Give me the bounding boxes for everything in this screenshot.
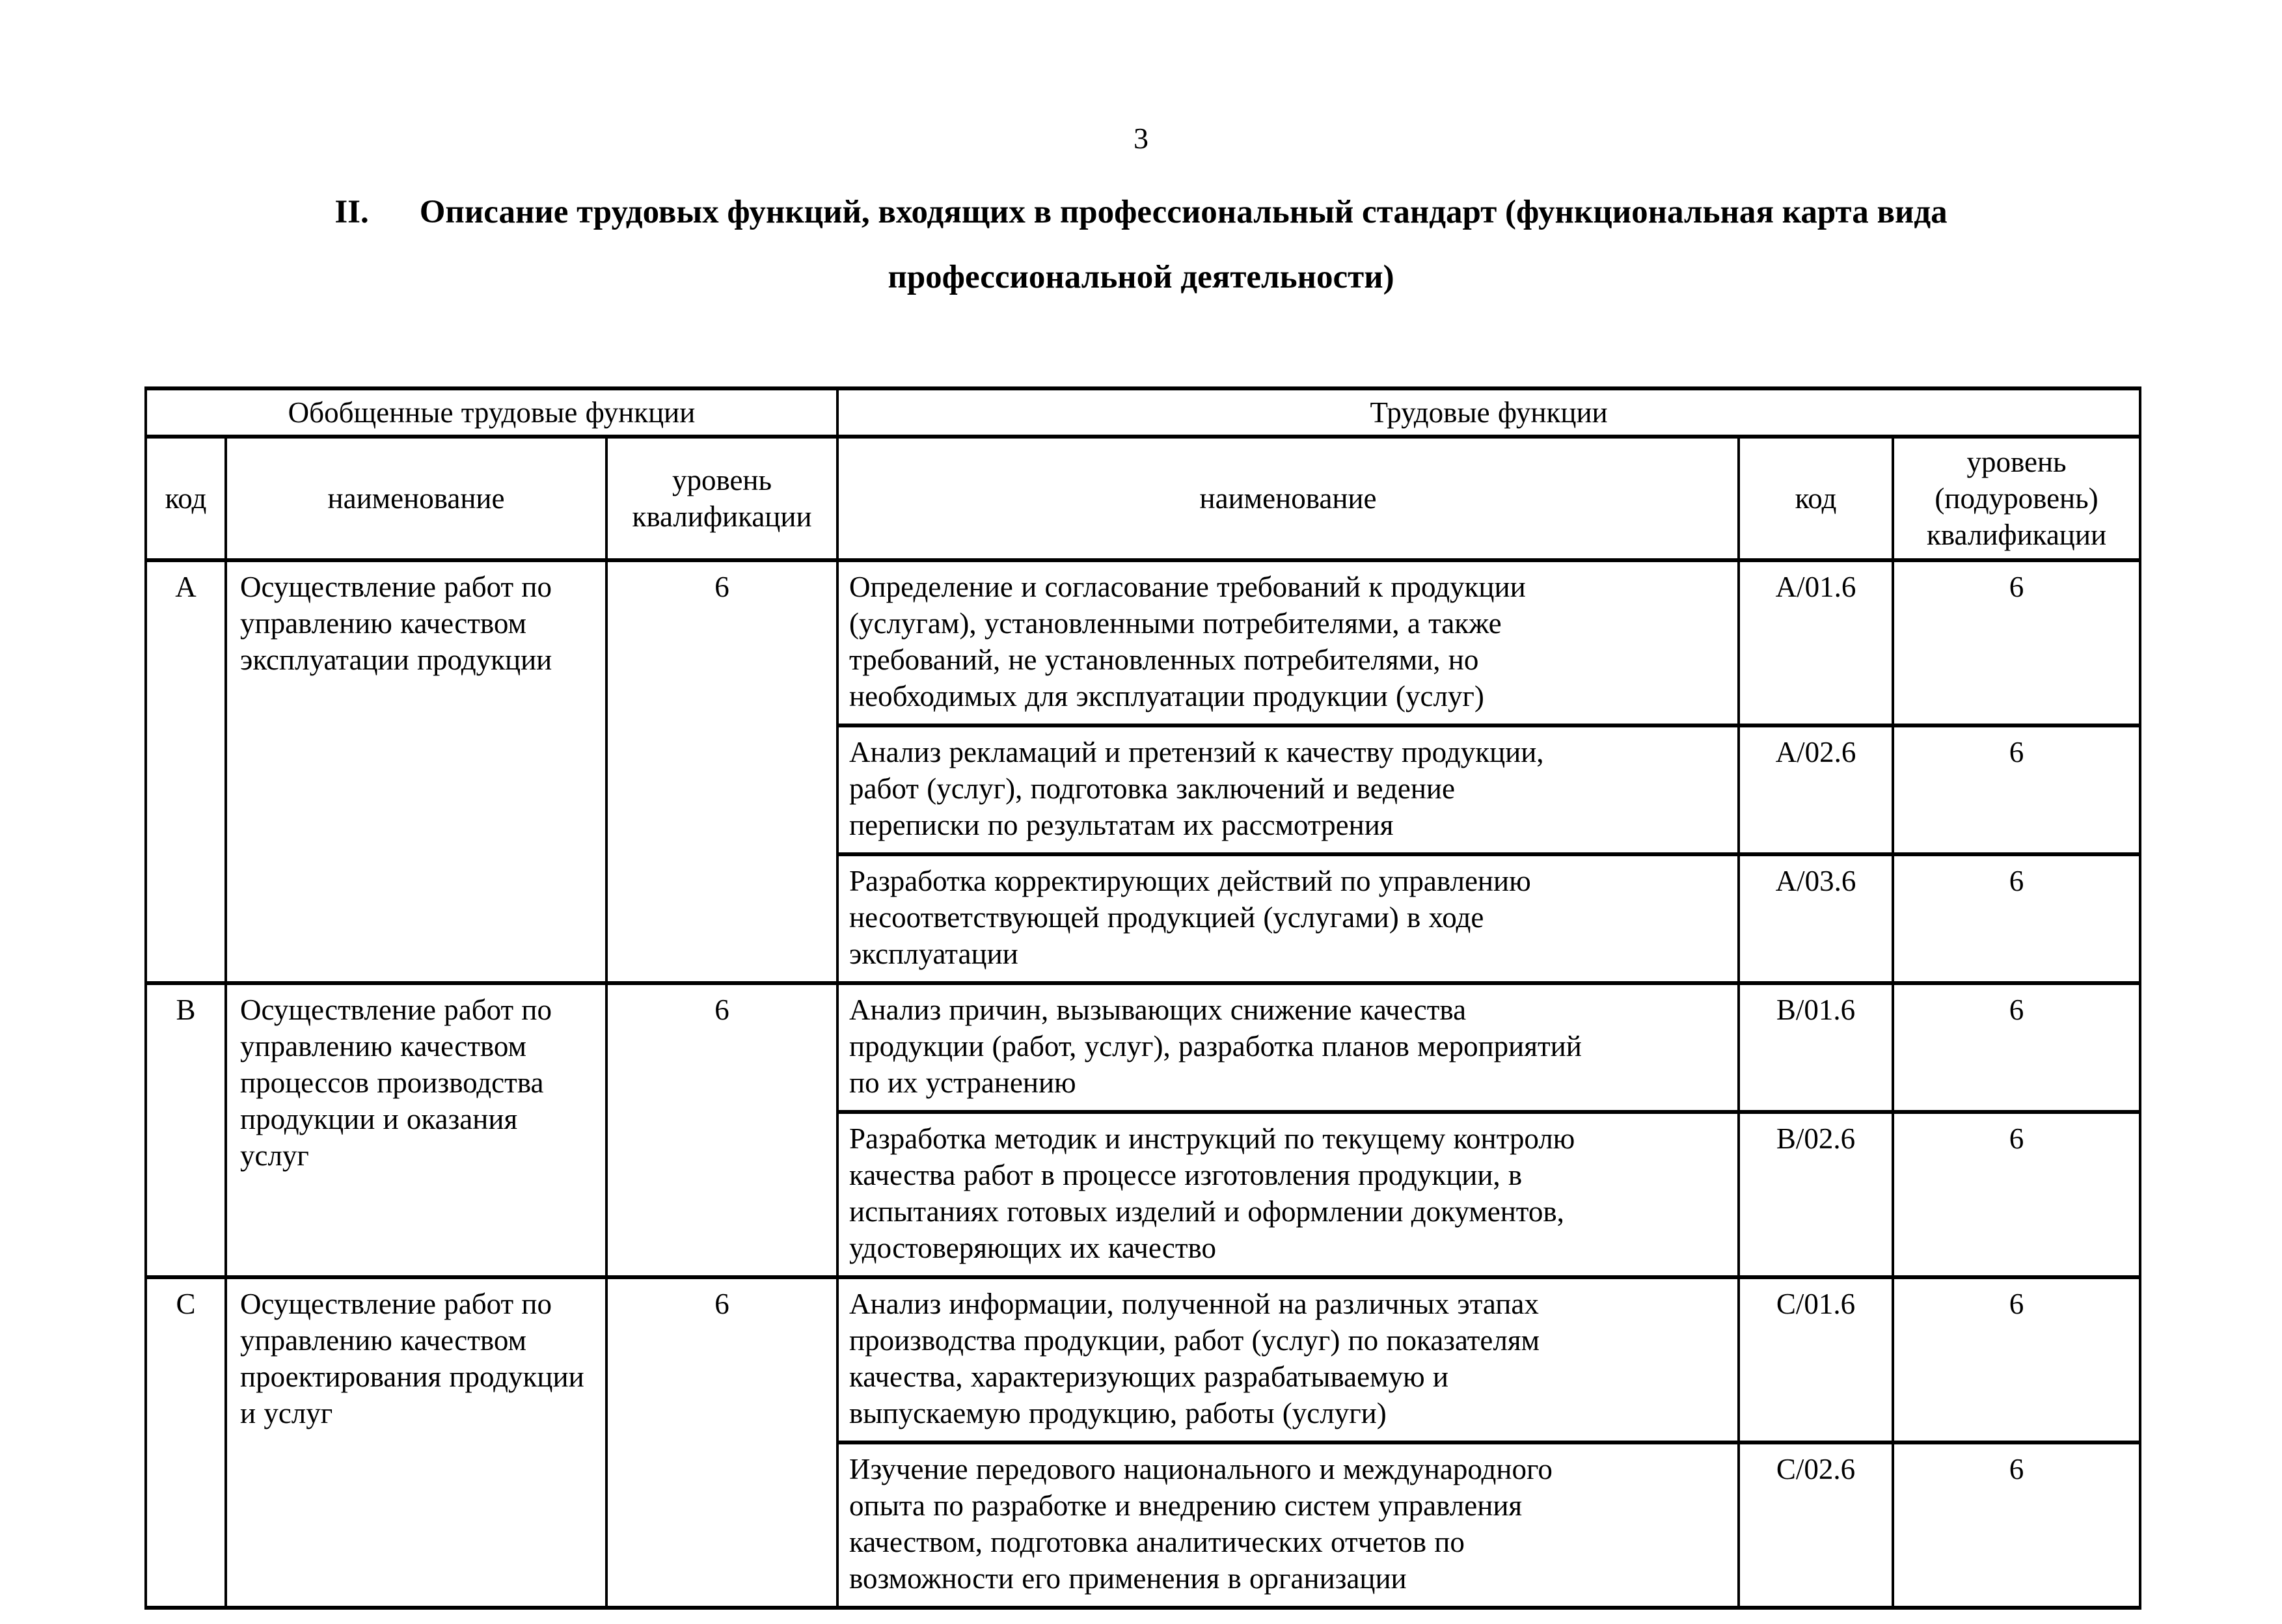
gtf-level-cell: 6 (606, 983, 837, 1277)
tf-name-cell: Анализ причин, вызывающих снижение качества продукции (работ, услуг), разработка планов мероприятий по их устранению (837, 983, 1739, 1112)
tf-level-cell: 6 (1893, 1112, 2140, 1277)
tf-name-cell: Разработка корректирующих действий по управлению несоответствующей продукцией (услугами) в ходе эксплуатации (837, 854, 1739, 983)
tf-code-cell: B/01.6 (1739, 983, 1893, 1112)
tf-name-cell: Анализ рекламаций и претензий к качеству продукции, работ (услуг), подготовка заключений и ведение переписки по результатам их рассмотрения (837, 725, 1739, 854)
gtf-name-cell: Осуществление работ по управлению качеством проектирования продукции и услуг (226, 1277, 606, 1608)
tf-name-cell: Анализ информации, полученной на различных этапах производства продукции, работ (услуг) по показателям качества, характеризующих разрабатываемую и выпускаемую продукцию, работы (услуги) (837, 1277, 1739, 1442)
gtf-level-cell: 6 (606, 1277, 837, 1608)
tf-code-cell: A/03.6 (1739, 854, 1893, 983)
col-header-gtf-level: уровень квалификации (606, 437, 837, 560)
tf-level-cell: 6 (1893, 854, 2140, 983)
tf-level-cell: 6 (1893, 725, 2140, 854)
gtf-code-cell: B (146, 983, 226, 1277)
page-number: 3 (1134, 122, 1148, 155)
gtf-code-cell: A (146, 560, 226, 983)
gtf-code-cell: C (146, 1277, 226, 1608)
tf-code-cell: A/02.6 (1739, 725, 1893, 854)
tf-name-cell: Определение и согласование требований к продукции (услугам), установленными потребителями, а также требований, не установленных потребителями, но необходимых для эксплуатации продукции (услуг) (837, 560, 1739, 725)
gtf-level-cell: 6 (606, 560, 837, 983)
page-title (0, 180, 2282, 310)
tf-level-cell: 6 (1893, 1442, 2140, 1608)
tf-code-cell: C/01.6 (1739, 1277, 1893, 1442)
gtf-name-cell: Осуществление работ по управлению качеством процессов производства продукции и оказания услуг (226, 983, 606, 1277)
table-row (146, 1277, 2140, 1442)
tf-code-cell: C/02.6 (1739, 1442, 1893, 1608)
table-row (146, 560, 2140, 725)
tf-level-cell: 6 (1893, 983, 2140, 1112)
group-header-labor-functions: Трудовые функции (837, 388, 2140, 437)
heading-number: II. (334, 194, 369, 230)
page-title-line1 (0, 180, 2282, 245)
heading-text-line1: Описание трудовых функций, входящих в профессиональный стандарт (функциональная карта вида (419, 194, 1948, 230)
page-title-line2: профессиональной деятельности) (888, 259, 1394, 295)
col-header-gtf-code: код (146, 437, 226, 560)
col-header-tf-level: уровень (подуровень) квалификации (1893, 437, 2140, 560)
tf-name-cell: Изучение передового национального и международного опыта по разработке и внедрению систем управления качеством, подготовка аналитических отчетов по возможности его применения в организации (837, 1442, 1739, 1608)
col-header-gtf-name: наименование (226, 437, 606, 560)
table-row (146, 983, 2140, 1112)
functional-map-table (144, 386, 2141, 1610)
tf-code-cell: B/02.6 (1739, 1112, 1893, 1277)
tf-level-cell: 6 (1893, 560, 2140, 725)
group-header-row (146, 388, 2140, 437)
col-header-tf-name: наименование (837, 437, 1739, 560)
column-header-row (146, 437, 2140, 560)
table-body (146, 560, 2140, 1608)
tf-name-cell: Разработка методик и инструкций по текущему контролю качества работ в процессе изготовления продукции, в испытаниях готовых изделий и оформлении документов, удостоверяющих их качество (837, 1112, 1739, 1277)
tf-level-cell: 6 (1893, 1277, 2140, 1442)
gtf-name-cell: Осуществление работ по управлению качеством эксплуатации продукции (226, 560, 606, 983)
col-header-tf-code: код (1739, 437, 1893, 560)
tf-code-cell: A/01.6 (1739, 560, 1893, 725)
group-header-generalized-functions: Обобщенные трудовые функции (146, 388, 837, 437)
